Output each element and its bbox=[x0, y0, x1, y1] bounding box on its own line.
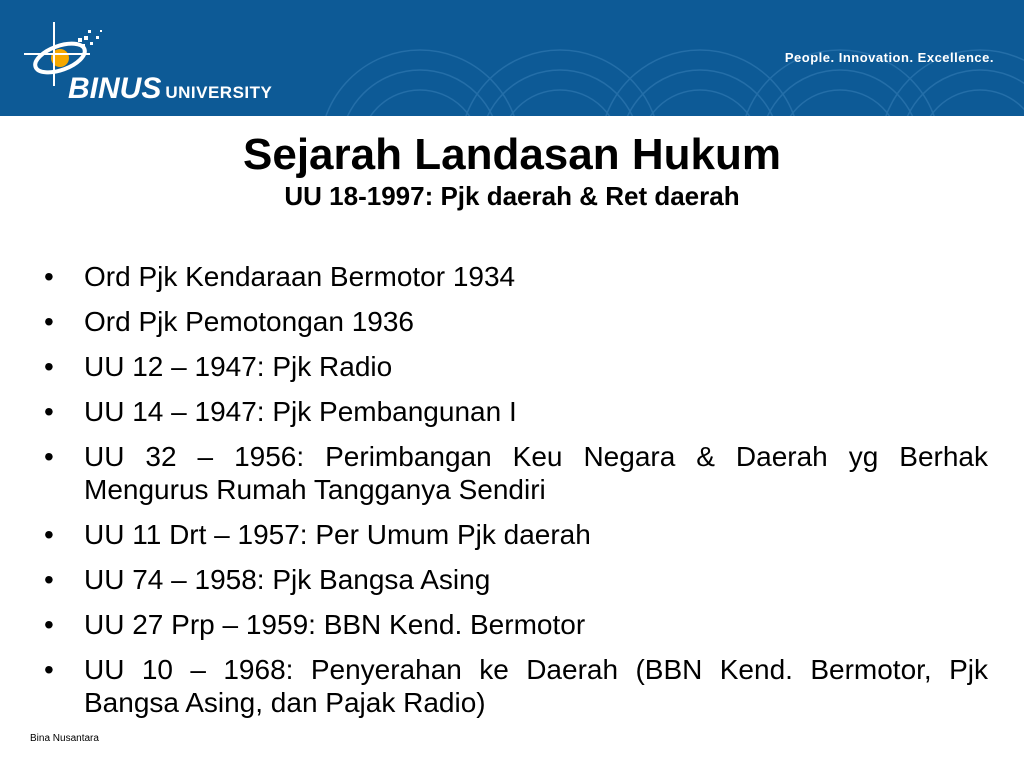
bullet-icon: • bbox=[44, 351, 54, 382]
list-item bbox=[44, 440, 988, 506]
list-item bbox=[44, 305, 988, 338]
bullet-list bbox=[44, 260, 988, 731]
bullet-text: UU 11 Drt – 1957: Per Umum Pjk daerah bbox=[84, 519, 591, 550]
bullet-text: UU 12 – 1947: Pjk Radio bbox=[84, 351, 393, 382]
bullet-text: UU 74 – 1958: Pjk Bangsa Asing bbox=[84, 564, 491, 595]
footer-text: Bina Nusantara bbox=[30, 733, 99, 744]
logo-university-text: UNIVERSITY bbox=[165, 83, 273, 102]
slide-subtitle: UU 18-1997: Pjk daerah & Ret daerah bbox=[284, 181, 740, 211]
list-item bbox=[44, 608, 988, 641]
bullet-text: UU 10 – 1968: Penyerahan ke Daerah (BBN Kend. Bermotor, Pjk Bangsa Asing, dan Pajak Radio) bbox=[84, 654, 988, 718]
list-item bbox=[44, 518, 988, 551]
bullet-icon: • bbox=[44, 609, 54, 640]
bullet-text: UU 27 Prp – 1959: BBN Kend. Bermotor bbox=[84, 609, 586, 640]
bullet-icon: • bbox=[44, 519, 54, 550]
bullet-text: UU 32 – 1956: Perimbangan Keu Negara & Daerah yg Berhak Mengurus Rumah Tangganya Sendiri bbox=[84, 441, 988, 505]
bullet-text: UU 14 – 1947: Pjk Pembangunan I bbox=[84, 396, 517, 427]
bullet-icon: • bbox=[44, 654, 54, 685]
header-banner bbox=[0, 0, 1024, 116]
list-item bbox=[44, 653, 988, 719]
tagline: People. Innovation. Excellence. bbox=[784, 50, 994, 65]
binus-logo[interactable] bbox=[18, 16, 308, 106]
bullet-icon: • bbox=[44, 261, 54, 292]
slide-title: Sejarah Landasan Hukum bbox=[243, 130, 781, 179]
list-item bbox=[44, 563, 988, 596]
list-item bbox=[44, 350, 988, 383]
bullet-text: Ord Pjk Pemotongan 1936 bbox=[84, 306, 414, 337]
bullet-icon: • bbox=[44, 306, 54, 337]
list-item bbox=[44, 260, 988, 293]
bullet-icon: • bbox=[44, 396, 54, 427]
bullet-icon: • bbox=[44, 564, 54, 595]
bullet-text: Ord Pjk Kendaraan Bermotor 1934 bbox=[84, 261, 516, 292]
bullet-icon: • bbox=[44, 441, 54, 472]
slide-title-block bbox=[0, 130, 1024, 212]
list-item bbox=[44, 395, 988, 428]
logo-brand-text: BINUS bbox=[68, 72, 162, 105]
